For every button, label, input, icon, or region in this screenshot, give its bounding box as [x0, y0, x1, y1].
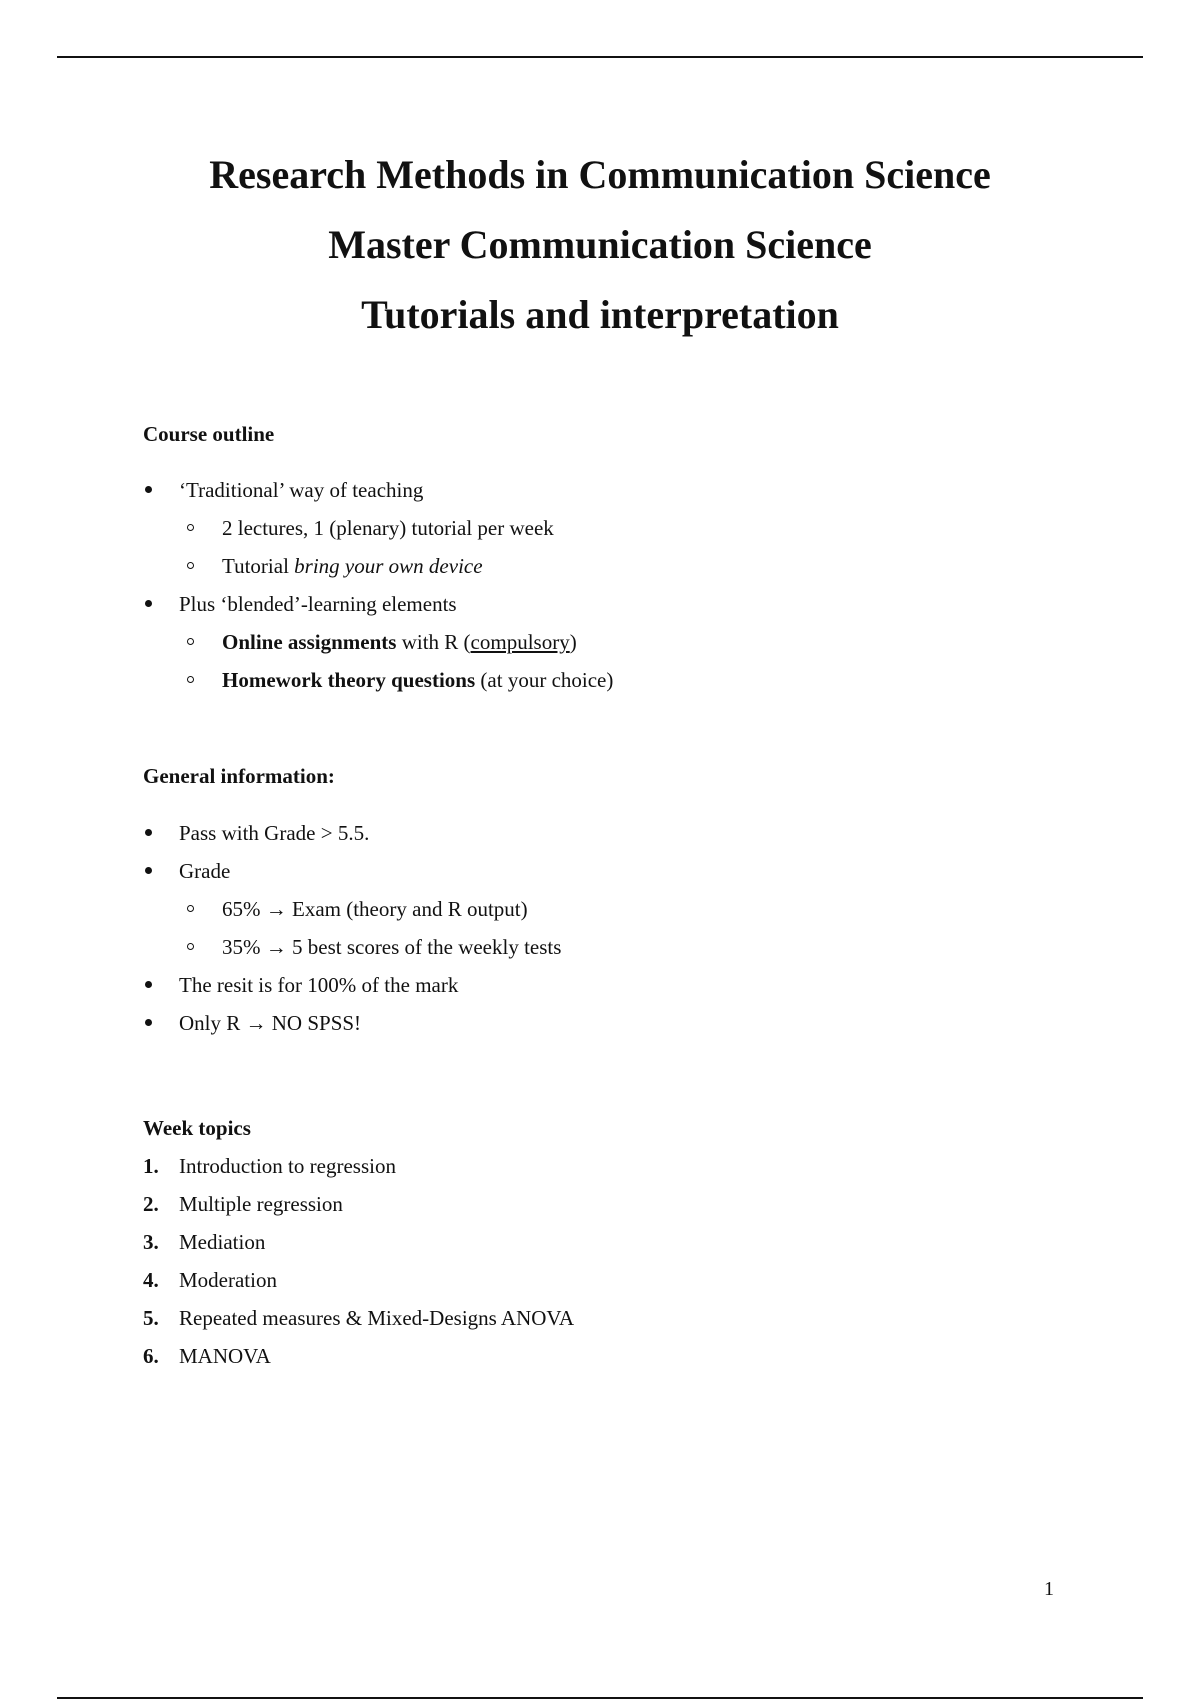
sub-list-item: 65% → Exam (theory and R output) — [143, 890, 1143, 928]
list-item: Plus ‘blended’-learning elements Online assignments with R (compulsory) Homework theory questions (at your choice) — [143, 585, 1143, 699]
list-item: 3. Mediation — [143, 1230, 266, 1254]
title-line-2: Master Communication Science — [328, 222, 872, 267]
bullet-icon — [145, 981, 152, 988]
sub-list — [179, 623, 1143, 699]
general-info-heading: General information: — [143, 764, 335, 788]
list-item: 4. Moderation — [143, 1268, 277, 1292]
circle-bullet-icon — [187, 943, 194, 950]
list-item: Pass with Grade > 5.5. — [143, 814, 1143, 852]
general-info-section — [143, 762, 1143, 1042]
circle-bullet-icon — [187, 676, 194, 683]
list-item: 6. MANOVA — [143, 1344, 271, 1368]
sub-list-item: 35% → 5 best scores of the weekly tests — [143, 928, 1143, 966]
list-item: Only R → NO SPSS! — [143, 1004, 1143, 1042]
list-item: Grade 65% → Exam (theory and R output) 35% → 5 best scores of the weekly tests — [143, 852, 1143, 966]
circle-bullet-icon — [187, 524, 194, 531]
circle-bullet-icon — [187, 905, 194, 912]
circle-bullet-icon — [187, 638, 194, 645]
week-topics-heading: Week topics — [143, 1116, 251, 1140]
list-item: 1. Introduction to regression — [143, 1154, 396, 1178]
sub-list-item: Homework theory questions (at your choice) — [143, 661, 1143, 699]
bullet-icon — [145, 486, 152, 493]
title-line-1: Research Methods in Communication Science — [209, 152, 991, 197]
list-item: The resit is for 100% of the mark — [143, 966, 1143, 1004]
bullet-icon — [145, 829, 152, 836]
week-topics-section — [143, 1114, 1143, 1375]
list-item: 2. Multiple regression — [143, 1192, 343, 1216]
list-item: ‘Traditional’ way of teaching 2 lectures, 1 (plenary) tutorial per week Tutorial bring your own device — [143, 471, 1143, 585]
sub-list-item: Online assignments with R (compulsory) — [143, 623, 1143, 661]
page-number: 1 — [1044, 1578, 1054, 1600]
course-outline-list — [143, 471, 1143, 699]
general-info-list — [143, 814, 1143, 1042]
title-line-3: Tutorials and interpretation — [361, 292, 839, 337]
bullet-icon — [145, 1019, 152, 1026]
circle-bullet-icon — [187, 562, 194, 569]
sub-list-item: Tutorial bring your own device — [143, 547, 1143, 585]
list-item: 5. Repeated measures & Mixed-Designs ANOVA — [143, 1306, 575, 1330]
bullet-icon — [145, 600, 152, 607]
sub-list — [179, 890, 1143, 966]
document-titles — [0, 140, 1200, 350]
top-rule — [57, 56, 1143, 58]
bullet-icon — [145, 867, 152, 874]
course-outline-heading: Course outline — [143, 422, 275, 446]
week-topics-list — [143, 1147, 1143, 1375]
bottom-rule — [57, 1697, 1143, 1699]
course-outline-section — [143, 420, 1143, 699]
sub-list — [179, 509, 1143, 585]
sub-list-item: 2 lectures, 1 (plenary) tutorial per week — [143, 509, 1143, 547]
